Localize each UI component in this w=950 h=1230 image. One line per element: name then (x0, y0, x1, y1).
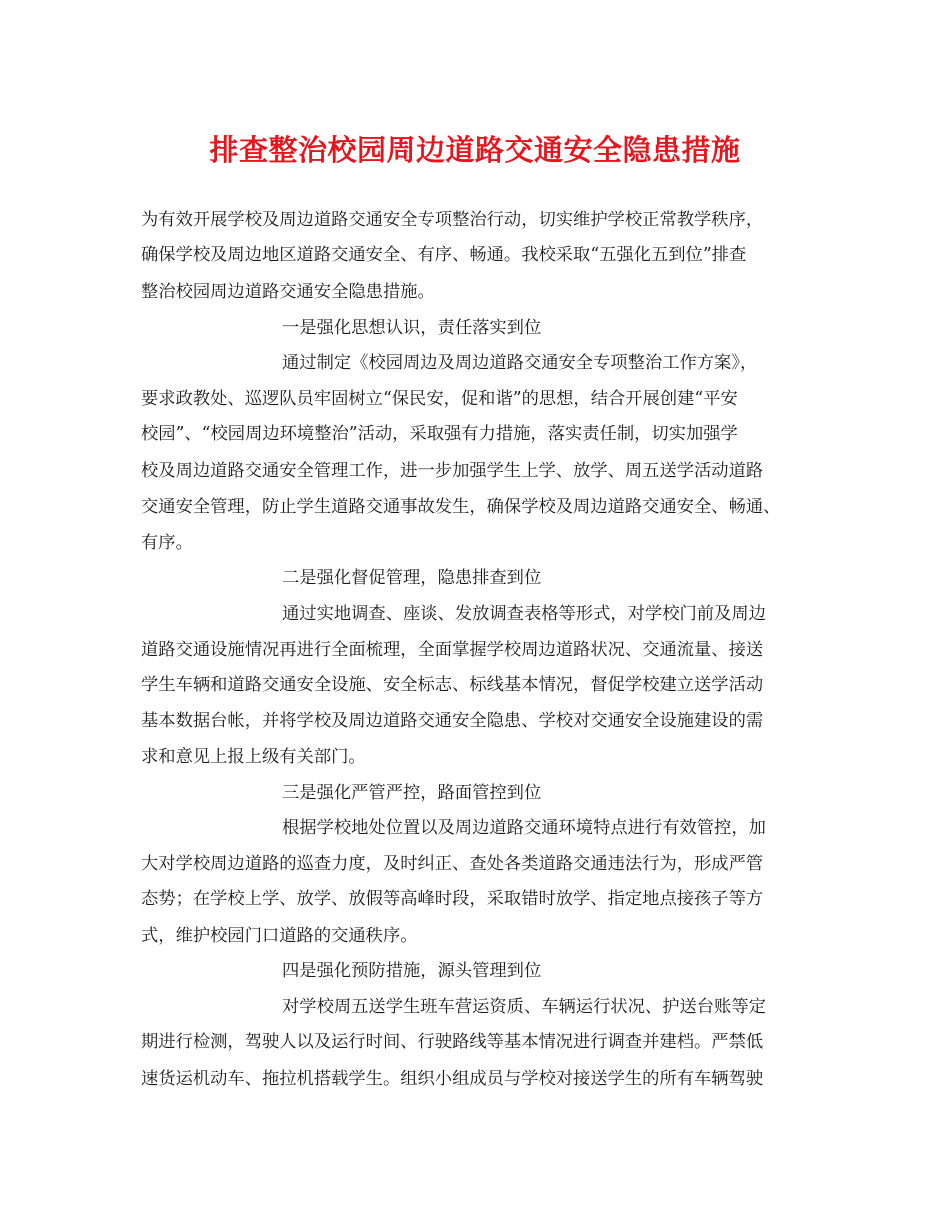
paragraph-line: 根据学校地处位置以及周边道路交通环境特点进行有效管控，加 (282, 818, 766, 838)
paragraph-line: 为有效开展学校及周边道路交通安全专项整治行动，切实维护学校正常教学秩序， (141, 210, 764, 230)
paragraph-line: 学生车辆和道路交通安全设施、安全标志、标线基本情况，督促学校建立送学活动 (141, 675, 764, 695)
paragraph-line: 速货运机动车、拖拉机搭载学生。组织小组成员与学校对接送学生的所有车辆驾驶 (141, 1069, 764, 1089)
paragraph-line: 期进行检测，驾驶人以及运行时间、行驶路线等基本情况进行调查并建档。严禁低 (141, 1032, 764, 1052)
paragraph-line: 要求政教处、巡逻队员牢固树立“保民安，促和谐”的思想，结合开展创建“平安 (141, 389, 738, 409)
paragraph-line: 道路交通设施情况再进行全面梳理，全面掌握学校周边道路状况、交通流量、接送 (141, 640, 764, 660)
paragraph-line: 确保学校及周边地区道路交通安全、有序、畅通。我校采取“五强化五到位”排查 (141, 245, 747, 265)
paragraph-line: 求和意见上报上级有关部门。 (141, 747, 366, 767)
paragraph-line: 校园”、“校园周边环境整治”活动，采取强有力措施，落实责任制，切实加强学 (141, 424, 738, 444)
paragraph-line: 大对学校周边道路的巡查力度，及时纠正、查处各类道路交通违法行为，形成严管 (141, 854, 764, 874)
paragraph-line: 交通安全管理，防止学生道路交通事故发生，确保学校及周边道路交通安全、畅通、 (141, 497, 781, 517)
section-heading: 四是强化预防措施，源头管理到位 (282, 961, 542, 981)
document-title: 排查整治校园周边道路交通安全隐患措施 (209, 133, 741, 167)
paragraph-line: 整治校园周边道路交通安全隐患措施。 (141, 282, 435, 302)
paragraph-line: 通过制定《校园周边及周边道路交通安全专项整治工作方案》， (282, 353, 758, 373)
paragraph-line: 对学校周五送学生班车营运资质、车辆运行状况、护送台账等定 (282, 997, 766, 1017)
paragraph-line: 有序。 (141, 533, 193, 553)
section-heading: 一是强化思想认识，责任落实到位 (282, 318, 542, 338)
paragraph-line: 态势；在学校上学、放学、放假等高峰时段，采取错时放学、指定地点接孩子等方 (141, 889, 764, 909)
section-heading: 三是强化严管严控，路面管控到位 (282, 783, 542, 803)
section-heading: 二是强化督促管理，隐患排查到位 (282, 568, 542, 588)
paragraph-line: 校及周边道路交通安全管理工作，进一步加强学生上学、放学、周五送学活动道路 (141, 461, 764, 481)
paragraph-line: 通过实地调查、座谈、发放调查表格等形式，对学校门前及周边 (282, 604, 766, 624)
paragraph-line: 式，维护校园门口道路的交通秩序。 (141, 926, 418, 946)
paragraph-line: 基本数据台帐，并将学校及周边道路交通安全隐患、学校对交通安全设施建设的需 (141, 711, 764, 731)
